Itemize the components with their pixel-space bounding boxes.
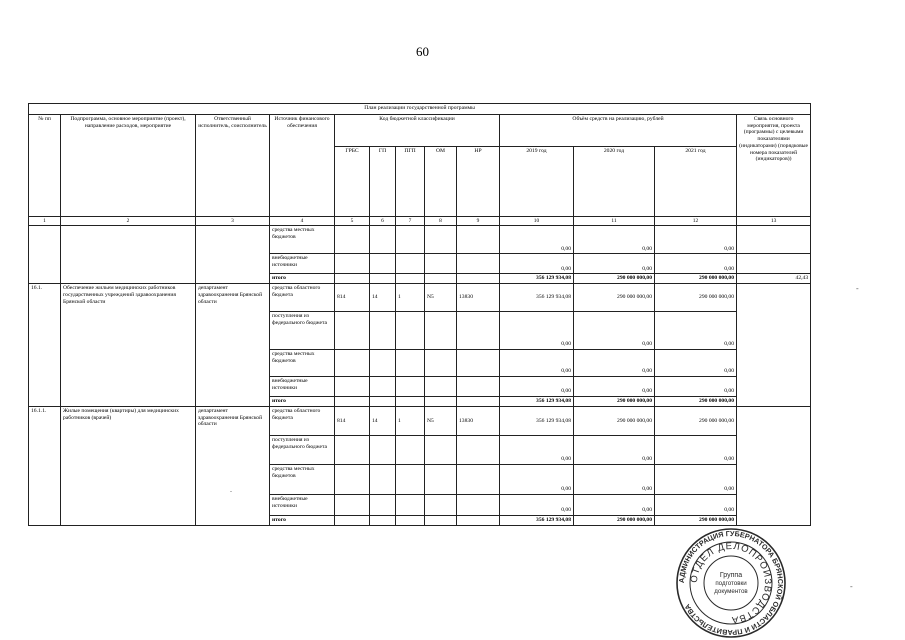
header-source: Источник финансового обеспечения — [270, 115, 335, 217]
value-2019: 356 129 934,08 — [500, 397, 574, 407]
value-2019: 0,00 — [500, 377, 574, 397]
source-cell: средства областного бюджета — [270, 406, 335, 435]
table-row — [29, 226, 811, 254]
header-num: № пп — [29, 115, 61, 217]
value-2021: 290 000 000,00 — [655, 406, 737, 435]
header-link: Связь основного мероприятия, проекта (программы) с целевыми показателями (индикаторами) (порядковые номера показателей (индикаторов)) — [737, 115, 811, 217]
col-number: 8 — [425, 217, 457, 226]
source-cell: внебюджетные источники — [270, 377, 335, 397]
value-2021: 0,00 — [655, 494, 737, 515]
value-2021: 290 000 000,00 — [655, 274, 737, 284]
value-2020: 0,00 — [574, 377, 655, 397]
code-om: N5 — [425, 284, 457, 312]
value-2020: 0,00 — [574, 494, 655, 515]
source-cell: итого — [270, 515, 335, 525]
header-subprogram: Подпрограмма, основное мероприятие (проект), направление расходов, мероприятие — [61, 115, 196, 217]
value-2020: 0,00 — [574, 464, 655, 494]
source-cell: средства местных бюджетов — [270, 350, 335, 377]
row-number: 16.1. — [29, 284, 61, 407]
source-cell: внебюджетные источники — [270, 254, 335, 274]
col-number: 10 — [500, 217, 574, 226]
page-number: 60 — [416, 44, 429, 59]
value-2019: 0,00 — [500, 226, 574, 254]
table-row — [29, 284, 811, 312]
source-cell: итого — [270, 274, 335, 284]
code-pgp: 1 — [396, 406, 425, 435]
value-2019: 356 129 934,08 — [500, 515, 574, 525]
header-kbk: Код бюджетной классификации — [335, 115, 500, 147]
code-om: N5 — [425, 406, 457, 435]
stamp-inner-line: Группа — [719, 572, 743, 579]
code-grbs: 814 — [335, 406, 370, 435]
empty-cell — [196, 226, 270, 284]
col-number: 13 — [737, 217, 811, 226]
title-row — [29, 104, 811, 115]
scan-mark: - — [850, 582, 853, 591]
value-2020: 290 000 000,00 — [574, 406, 655, 435]
value-2020: 0,00 — [574, 435, 655, 464]
col-number: 2 — [61, 217, 196, 226]
source-cell: внебюджетные источники — [270, 494, 335, 515]
value-2021: 0,00 — [655, 350, 737, 377]
value-2019: 0,00 — [500, 464, 574, 494]
row-number: 16.1.1. — [29, 406, 61, 525]
value-2020: 290 000 000,00 — [574, 397, 655, 407]
header-grbs: ГРБС — [335, 147, 370, 217]
source-cell: средства областного бюджета — [270, 284, 335, 312]
code-gp: 14 — [370, 406, 396, 435]
code-np: 13830 — [457, 284, 500, 312]
activity-name: Обеспечение жильем медицинских работников государственных учреждений здравоохранения Брянской области — [61, 284, 196, 407]
header-2021: 2021 год — [655, 147, 737, 217]
value-2021: 0,00 — [655, 377, 737, 397]
empty-cell — [61, 226, 196, 284]
executor: департамент здравоохранения Брянской области — [196, 406, 270, 525]
value-2020: 290 000 000,00 — [574, 515, 655, 525]
value-2019: 356 129 934,08 — [500, 284, 574, 312]
value-2020: 290 000 000,00 — [574, 274, 655, 284]
source-cell: итого — [270, 397, 335, 407]
code-gp: 14 — [370, 284, 396, 312]
value-2021: 290 000 000,00 — [655, 397, 737, 407]
stamp-ring-text: АДМИНИСТРАЦИЯ ГУБЕРНАТОРА БРЯНСКОЙ ОБЛАСТИ И ПРАВИТЕЛЬСТВА — [676, 528, 786, 638]
plan-title: План реализации государственной программы — [29, 104, 811, 115]
value-2019: 356 129 934,08 — [500, 406, 574, 435]
value-2021: 0,00 — [655, 435, 737, 464]
value-2021: 0,00 — [655, 464, 737, 494]
value-2020: 0,00 — [574, 312, 655, 350]
col-number: 6 — [370, 217, 396, 226]
value-2019: 0,00 — [500, 494, 574, 515]
header-np: НР — [457, 147, 500, 217]
value-2021: 0,00 — [655, 254, 737, 274]
scan-mark: - — [856, 284, 859, 293]
source-cell: поступления из федерального бюджета — [270, 312, 335, 350]
value-2021: 0,00 — [655, 312, 737, 350]
value-2021: 290 000 000,00 — [655, 284, 737, 312]
activity-name: Жилые помещения (квартиры) для медицинских работников (врачей) — [61, 406, 196, 525]
col-number: 3 — [196, 217, 270, 226]
stamp-dept-text: ОТДЕЛ ДЕЛОПРОИЗВОДСТВА — [688, 540, 774, 626]
value-2019: 0,00 — [500, 312, 574, 350]
stamp-inner-line: подготовки — [715, 580, 747, 587]
source-cell: средства местных бюджетов — [270, 226, 335, 254]
scan-mark: . — [230, 485, 232, 494]
header-gp: ГП — [370, 147, 396, 217]
program-plan-table — [28, 103, 811, 526]
header-pgp: ПГП — [396, 147, 425, 217]
header-2019: 2019 год — [500, 147, 574, 217]
value-2020: 290 000 000,00 — [574, 284, 655, 312]
col-number: 9 — [457, 217, 500, 226]
col-number: 7 — [396, 217, 425, 226]
col-number: 5 — [335, 217, 370, 226]
value-2020: 0,00 — [574, 226, 655, 254]
column-numbers-row — [29, 217, 811, 226]
value-2019: 0,00 — [500, 254, 574, 274]
stamp-inner-line: документов — [714, 588, 748, 595]
col-number: 11 — [574, 217, 655, 226]
code-pgp: 1 — [396, 284, 425, 312]
value-2021: 290 000 000,00 — [655, 515, 737, 525]
header-om: ОМ — [425, 147, 457, 217]
header-executor: Ответственный исполнитель, соисполнитель — [196, 115, 270, 217]
table-row — [29, 406, 811, 435]
source-cell: поступления из федерального бюджета — [270, 435, 335, 464]
col-number: 12 — [655, 217, 737, 226]
header-volume: Объём средств на реализацию, рублей — [500, 115, 737, 147]
empty-cell — [29, 226, 61, 284]
source-cell: средства местных бюджетов — [270, 464, 335, 494]
official-stamp — [672, 528, 790, 638]
header-2020: 2020 год — [574, 147, 655, 217]
code-np: 13830 — [457, 406, 500, 435]
value-2019: 356 129 934,08 — [500, 274, 574, 284]
value-2021: 0,00 — [655, 226, 737, 254]
header-row — [29, 115, 811, 147]
indicator-link: 42,43 — [737, 274, 811, 284]
value-2019: 0,00 — [500, 435, 574, 464]
value-2020: 0,00 — [574, 254, 655, 274]
executor: департамент здравоохранения Брянской области — [196, 284, 270, 407]
col-number: 4 — [270, 217, 335, 226]
col-number: 1 — [29, 217, 61, 226]
value-2020: 0,00 — [574, 350, 655, 377]
code-grbs: 814 — [335, 284, 370, 312]
value-2019: 0,00 — [500, 350, 574, 377]
